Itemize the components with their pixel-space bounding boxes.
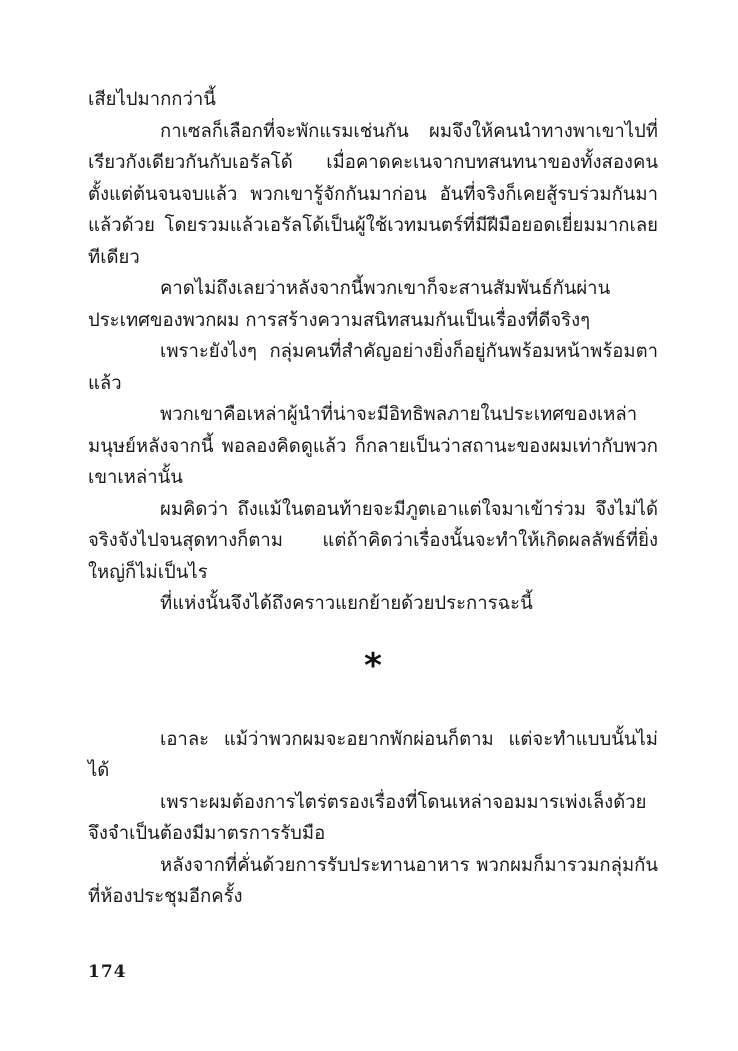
paragraph: ที่แห่งนั้นจึงได้ถึงคราวแยกย้ายด้วยประการฉะนี้ <box>160 593 533 614</box>
page-number: 174 <box>88 962 127 982</box>
paragraph: คาดไม่ถึงเลยว่าหลังจากนี้พวกเขาก็จะสานสัมพันธ์กันผ่านประเทศของพวกผม การสร้างความสนิทสนมกันเป็นเรื่องที่ดีจริงๆ <box>88 278 611 331</box>
paragraph: เพราะผมต้องการไตร่ตรองเรื่องที่โดนเหล่าจอมมารเพ่งเล็งด้วยจึงจำเป็นต้องมีมาตรการรับมือ <box>88 791 647 844</box>
paragraph: กาเซลก็เลือกที่จะพักแรมเช่นกัน ผมจึงให้คนนำทางพาเขาไปที่เรียวกังเดียวกันกับเอรัลโด้ เมื่อคาดคะเนจากบทสนทนาของทั้งสองคนตั้งแต่ต้นจนจบแล้ว พวกเขารู้จักกันมาก่อน อันที่จริงก็เคยสู้รบร่วมกันมาแล้วด้วย โดยรวมแล้วเอรัลโด้เป็นผู้ใช้เวทมนตร์ที่มีฝีมือยอดเยี่ยมมากเลยทีเดียว <box>88 120 658 268</box>
scene-break-asterisk: * <box>364 645 382 686</box>
paragraph: พวกเขาคือเหล่าผู้นำที่น่าจะมีอิทธิพลภายในประเทศของเหล่ามนุษย์หลังจากนี้ พอลองคิดดูแล้ว ก็กลายเป็นว่าสถานะของผมเท่ากับพวกเขาเหล่านั้น <box>88 404 658 488</box>
paragraph: เอาละ แม้ว่าพวกผมจะอยากพักผ่อนก็ตาม แต่จะทำแบบนั้นไม่ได้ <box>88 728 658 781</box>
paragraph: เพราะยังไงๆ กลุ่มคนที่สำคัญอย่างยิ่งก็อยู่กันพร้อมหน้าพร้อมตาแล้ว <box>88 341 658 394</box>
paragraph: เสียไปมากกว่านี้ <box>88 89 216 110</box>
body-text <box>88 84 658 913</box>
paragraph: หลังจากที่คั่นด้วยการรับประทานอาหาร พวกผมก็มารวมกลุ่มกันที่ห้องประชุมอีกครั้ง <box>88 854 658 907</box>
paragraph: ผมคิดว่า ถึงแม้ในตอนท้ายจะมีภูตเอาแต่ใจมาเข้าร่วม จึงไม่ได้จริงจังไปจนสุดทางก็ตาม แต่ถ้าคิดว่าเรื่องนั้นจะทำให้เกิดผลลัพธ์ที่ยิ่งใหญ่ก็ไม่เป็นไร <box>88 498 658 583</box>
